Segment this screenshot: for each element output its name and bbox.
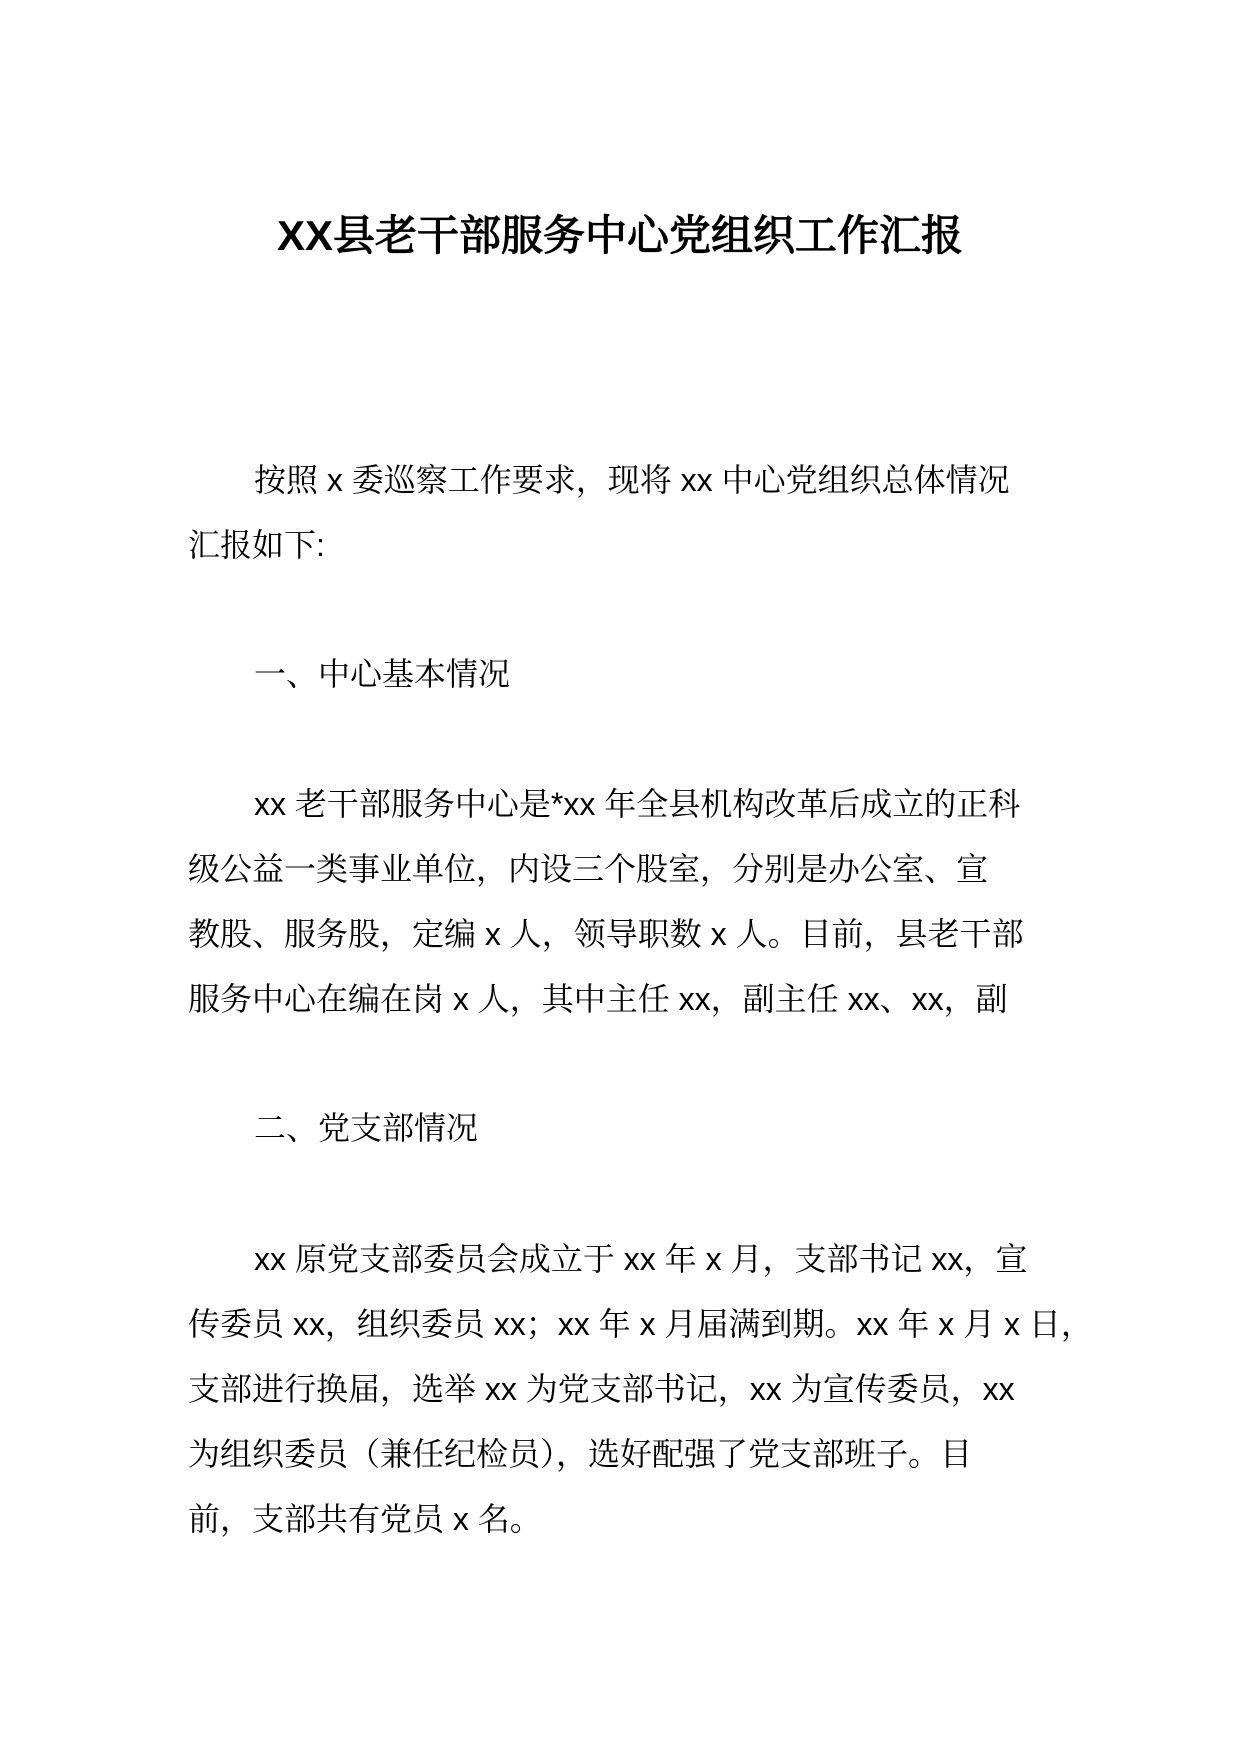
text-line: xx 原党支部委员会成立于 xx 年 x 月，支部书记 xx，宣 <box>254 1241 1028 1277</box>
text-line: 级公益一类事业单位，内设三个股室，分别是办公室、宣 <box>188 851 989 887</box>
text-line: 汇报如下: <box>188 527 325 563</box>
text-line: 传委员 xx，组织委员 xx；xx 年 x 月届满到期。xx 年 x 月 x 日， <box>188 1306 1093 1342</box>
party-branch-paragraph <box>188 1227 1093 1552</box>
text-line: 前，支部共有党员 x 名。 <box>188 1501 542 1537</box>
section-heading-1 <box>188 642 1068 707</box>
text-line: 支部进行换届，选举 xx 为党支部书记，xx 为宣传委员，xx <box>188 1371 1015 1407</box>
intro-paragraph <box>188 448 1068 578</box>
heading-text: 二、党支部情况 <box>254 1110 479 1146</box>
document-title: XX县老干部服务中心党组织工作汇报 <box>276 212 964 259</box>
section-heading-2 <box>188 1096 1068 1161</box>
text-line: 为组织委员（兼任纪检员），选好配强了党支部班子。目 <box>188 1436 973 1472</box>
center-basic-paragraph <box>188 772 1068 1032</box>
text-line: xx 老干部服务中心是*xx 年全县机构改革后成立的正科 <box>254 786 1021 822</box>
heading-text: 一、中心基本情况 <box>254 656 511 692</box>
text-line: 服务中心在编在岗 x 人，其中主任 xx，副主任 xx、xx，副 <box>188 981 1008 1017</box>
text-line: 教股、服务股，定编 x 人，领导职数 x 人。目前，县老干部 <box>188 916 1024 952</box>
text-line: 按照 x 委巡察工作要求，现将 xx 中心党组织总体情况 <box>254 462 1010 498</box>
